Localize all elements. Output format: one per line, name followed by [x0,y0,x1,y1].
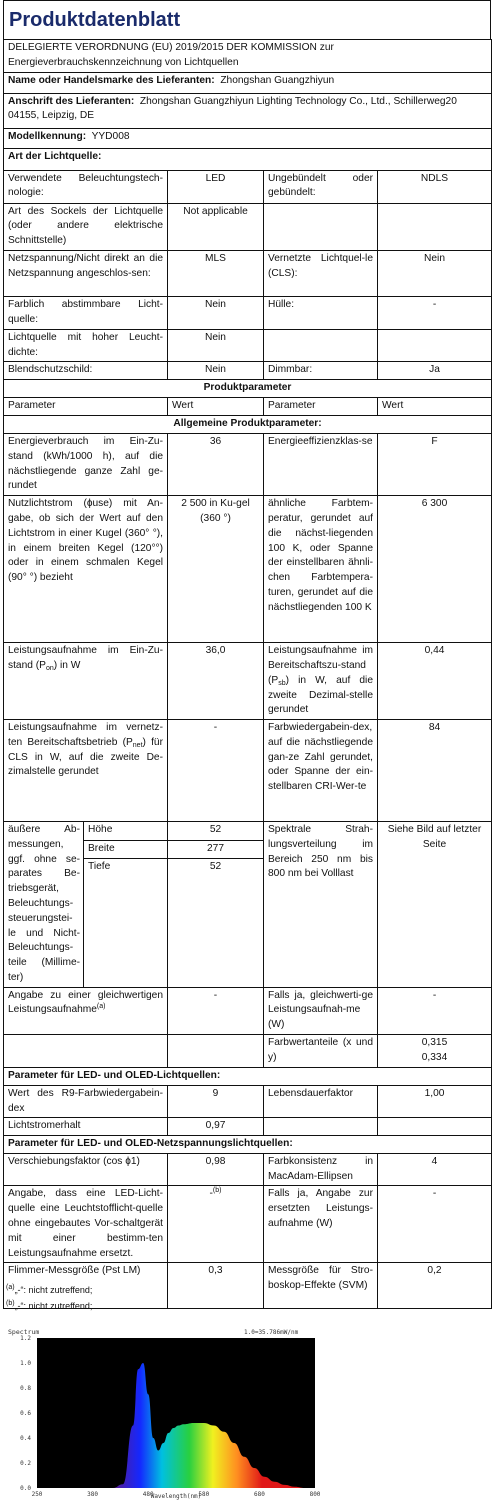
table-row: Verschiebungsfaktor (cos ɸ1) 0,98 Farbkonsistenz in MacAdam-Ellipsen 4 [4,1153,492,1186]
light-source-type-row [4,148,492,170]
light-source-type-heading: Art der Lichtquelle: [4,148,492,170]
x-tick-label: 800 [309,1491,321,1498]
general-params-heading-row [4,416,492,434]
x-axis-label: Wavelength(nm) [150,1493,202,1500]
y-tick-label: 0.4 [20,1435,31,1442]
supplier-label: Name oder Handelsmarke des Lieferanten: [8,74,215,86]
y-tick-label: 1.0 [20,1360,31,1367]
table-row: äußere Ab-messungen, ggf. ohne se-parates Be-triebsgerät, Beleuchtungs-steuerungstei-le und Nicht-Beleuchtungs-teile (Millime-ter) Höhe 52 Spektrale Strah-lungsverteilung im Bereich 250 nm bis 800 nm bei Volllast Siehe Bild auf letzter Seite [4,822,492,841]
table-row: Leistungsaufnahme im Ein-Zu-stand $(P_{on})$ in W 36,0 Leistungsaufnahme im Bereitschaftszu-stand $(P_{sb})$ in W, auf die zweite Dezimal-stelle gerundet 0,44 [4,643,492,720]
mains-params-heading-row [4,1136,492,1154]
table-row: Verwendete Beleuchtungstech-nologie: LED Ungebündelt oder gebündelt: NDLS [4,170,492,203]
product-params-heading-row [4,380,492,398]
product-data-table [3,39,492,1309]
y-tick-label: 0.8 [20,1385,31,1392]
address-value: Zhongshan Guangzhiyun Lighting Technology Co., Ltd., Schillerweg20 04155, Leipzig, DE [8,95,457,122]
table-row: Art des Sockels der Lichtquelle (oder andere elektrische Schnittstelle) Not applicable [4,203,492,250]
y-tick-label: 0.0 [20,1485,31,1492]
spectral-distribution-value: Siehe Bild auf letzter Seite [378,822,492,988]
led-params-heading: Parameter für LED- und OLED-Lichtquellen: [4,1068,492,1086]
y-axis [20,1335,31,1492]
y-tick-label: 0.2 [20,1460,31,1467]
column-header-value: Wert [168,398,264,416]
table-row: Angabe, dass eine LED-Licht-quelle eine Leuchtstofflicht-quelle ohne eingebautes Vor-schaltgerät mit einer bestimm-ten Leistungsaufnahme ersetzt. -$^{(b)}$ Falls ja, Angabe zur ersetzten Leistungs-aufnahme (W) - [4,1186,492,1263]
x-tick-label: 580 [198,1491,210,1498]
spectrum-annotation: 1.0=35.786mW/nm [244,1329,299,1336]
x-tick-label: 680 [253,1491,265,1498]
address-label: Anschrift des Lieferanten: [8,95,135,107]
supplier-value: Zhongshan Guangzhiyun [220,74,335,86]
address-row [4,93,492,128]
y-tick-label: 1.2 [20,1335,31,1342]
footnote-b: $^{(b)}$„-“: nicht zutreffend; [6,1300,93,1311]
x-tick-label: 480 [142,1491,154,1498]
page-title: Produktdatenblatt [3,0,491,39]
table-row: Blendschutzschild: Nein Dimmbar: Ja [4,362,492,380]
model-label: Modellkennung: [8,130,87,142]
dimensions-label: äußere Ab-messungen, ggf. ohne se-parates Be-triebsgerät, Beleuchtungs-steuerungstei-le und Nicht-Beleuchtungs-teile (Millime-ter) [4,822,84,988]
table-row: Angabe zu einer gleichwertigen Leistungsaufnahme$^{(a)}$ - Falls ja, gleichwerti-ge Leistungsaufnah-me (W) - [4,987,492,1034]
column-header-param: Parameter [4,398,168,416]
footnote-a: $^{(a)}$„-“: nicht zutreffend; [6,1284,93,1295]
regulation-row [4,40,492,73]
table-row: Lichtquelle mit hoher Leucht-dichte: Nein [4,329,492,362]
table-row: Flimmer-Messgröße (Pst LM) 0,3 Messgröße für Stro-boskop-Effekte (SVM) 0,2 [4,1263,492,1309]
supplier-row [4,72,492,93]
mains-params-heading: Parameter für LED- und OLED-Netzspannungslichtquellen: [4,1136,492,1154]
spectrum-title: Spectrum [8,1328,40,1336]
table-row: Farbwertanteile (x und y) 0,315 0,334 [4,1035,492,1068]
table-row: Breite 277 [4,840,492,859]
regulation-text: DELEGIERTE VERORDNUNG (EU) 2019/2015 DER KOMMISSION zur Energieverbrauchskennzeichnung von Lichtquellen [4,40,492,73]
table-row: Nutzlichtstrom (ɸuse) mit An-gabe, ob sich der Wert auf den Lichtstrom in einer Kugel (360° °), in einem breiten Kegel (120°°) oder in einem schmalen Kegel (90° °) bezieht 2 500 in Ku-gel (360 °) ähnliche Farbtem-peratur, gerundet auf die nächst-liegenden 100 K, oder Spanne der einstellbaren ähnli-chen Farbtempera-turen, gerundet auf die nächstliegenden 100 K 6 300 [4,496,492,643]
table-row: Tiefe 52 [4,859,492,987]
column-header-param: Parameter [264,398,378,416]
column-header-value: Wert [378,398,492,416]
table-row: Leistungsaufnahme im vernetz-ten Bereitschaftsbetrieb $(P_{net})$ für CLS in W, auf die zweite De-zimalstelle gerundet - Farbwiedergabein-dex, auf die nächstliegende gan-ze Zahl gerundet, oder Spanne der ein-stellbaren CRI-Wer-te 84 [4,720,492,822]
table-row: Lichtstromerhalt 0,97 [4,1118,492,1136]
spectral-distribution-label: Spektrale Strah-lungsverteilung im Bereich 250 nm bis 800 nm bei Volllast [264,822,378,988]
table-row: Farblich abstimmbare Licht-quelle: Nein Hülle: - [4,296,492,329]
model-row [4,128,492,148]
y-tick-label: 0.6 [20,1410,31,1417]
product-params-heading: Produktparameter [4,380,492,398]
spectrum-chart [0,1326,330,1500]
table-row: Energieverbrauch im Ein-Zu-stand (kWh/1000 h), auf die nächstliegende ganze Zahl ge-rundet 36 Energieeffizienzklas-se F [4,434,492,496]
model-value: YYD008 [91,130,130,142]
general-params-heading: Allgemeine Produktparameter: [4,416,492,434]
table-row: Netzspannung/Nicht direkt an die Netzspannung angeschlos-sen: MLS Vernetzte Lichtquel-le (CLS): Nein [4,250,492,296]
x-tick-label: 250 [31,1491,43,1498]
column-header-row [4,398,492,416]
table-row: Wert des R9-Farbwiedergabein-dex 9 Lebensdauerfaktor 1,00 [4,1085,492,1118]
x-tick-label: 380 [87,1491,99,1498]
led-params-heading-row [4,1068,492,1086]
